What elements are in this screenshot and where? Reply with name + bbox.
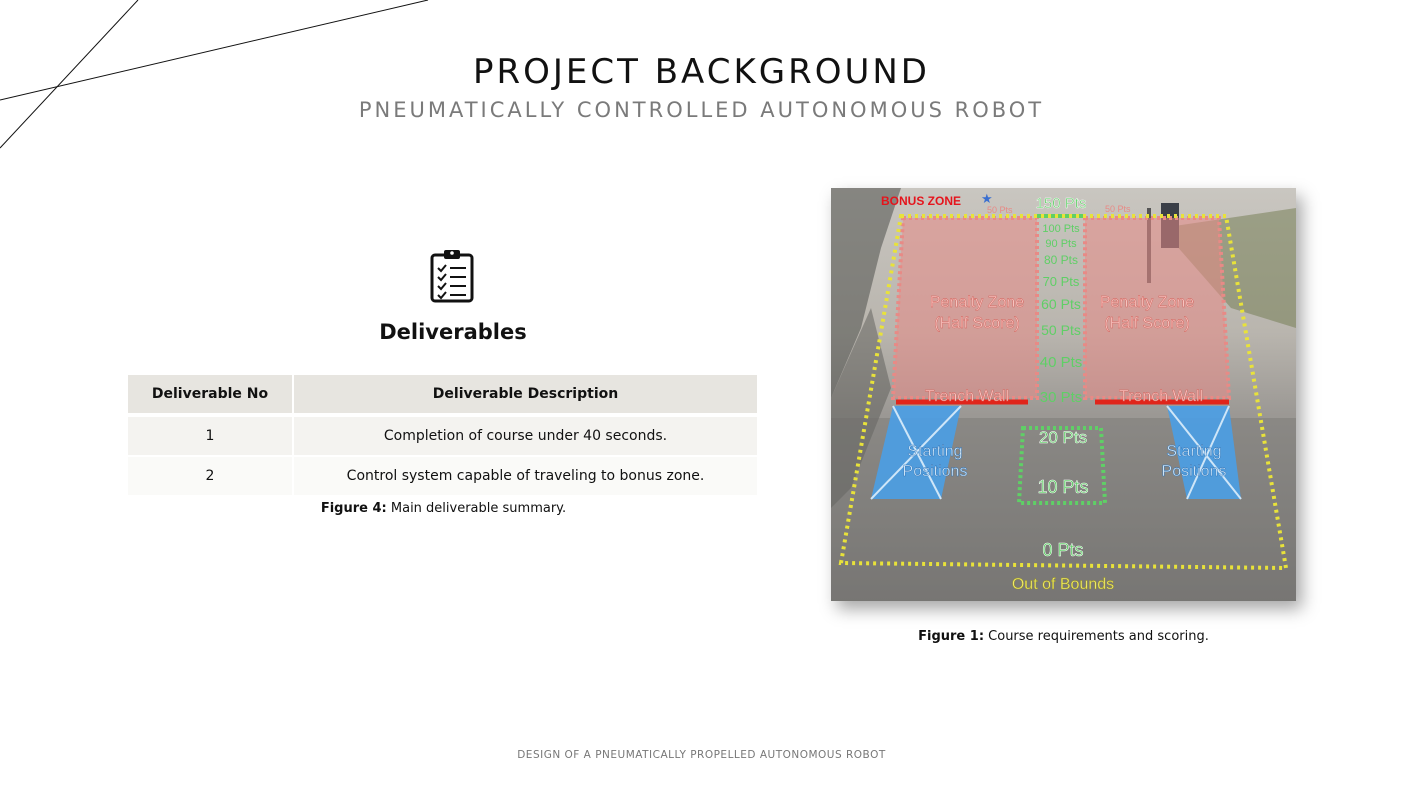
bonus-zone-label: BONUS ZONE	[881, 194, 962, 208]
figure-1-caption	[831, 629, 1296, 644]
score-label: 20 Pts	[1038, 428, 1088, 447]
deliverable-description: Completion of course under 40 seconds.	[293, 415, 758, 456]
bonus-pts-left: 50 Pts	[987, 205, 1013, 215]
figure-4-caption	[128, 501, 759, 516]
score-label: 90 Pts	[1045, 238, 1077, 250]
starting-positions-label: Positions	[902, 463, 968, 480]
table-row	[128, 415, 758, 456]
caption-text: Main deliverable summary.	[386, 501, 567, 516]
table-row	[128, 456, 758, 496]
caption-label: Figure 1:	[918, 629, 985, 644]
score-label: 10 Pts	[1037, 477, 1089, 497]
penalty-zone-label: (Half Score)	[1104, 315, 1190, 332]
deliverables-table	[128, 375, 759, 497]
column-header: Deliverable Description	[293, 375, 758, 415]
trench-wall-label: Trench Wall	[1118, 388, 1204, 405]
score-150-label: 150 Pts	[1035, 195, 1087, 212]
trench-wall-label: Trench Wall	[924, 388, 1010, 405]
score-label: 0 Pts	[1042, 540, 1084, 560]
score-label: 70 Pts	[1042, 274, 1080, 289]
out-of-bounds-label: Out of Bounds	[1011, 576, 1115, 593]
course-diagram	[831, 188, 1296, 601]
course-figure	[831, 188, 1296, 601]
starting-positions-label: Positions	[1161, 463, 1227, 480]
page-subtitle: PNEUMATICALLY CONTROLLED AUTONOMOUS ROBOT	[358, 98, 1045, 122]
score-label: 40 Pts	[1039, 354, 1083, 371]
penalty-zone-label: Penalty Zone	[929, 294, 1025, 311]
starting-positions-label: Starting	[1166, 443, 1222, 460]
bonus-pts-right: 50 Pts	[1105, 204, 1131, 214]
deliverable-description: Control system capable of traveling to bonus zone.	[293, 456, 758, 496]
deliverables-heading: Deliverables	[379, 320, 527, 344]
score-label: 60 Pts	[1041, 296, 1081, 312]
table-header-row	[128, 375, 758, 415]
score-label: 50 Pts	[1041, 322, 1081, 338]
score-label: 100 Pts	[1042, 223, 1080, 235]
penalty-zone-label: Penalty Zone	[1099, 294, 1195, 311]
column-header: Deliverable No	[128, 375, 293, 415]
deliverable-number: 1	[128, 415, 293, 456]
bonus-star-icon: ★	[981, 192, 993, 207]
score-label: 80 Pts	[1043, 253, 1079, 267]
footer-text: DESIGN OF A PNEUMATICALLY PROPELLED AUTONOMOUS ROBOT	[517, 749, 886, 761]
caption-text: Course requirements and scoring.	[984, 629, 1209, 644]
score-label: 30 Pts	[1039, 389, 1083, 406]
penalty-zone-label: (Half Score)	[934, 315, 1020, 332]
clipboard-checklist-icon	[428, 248, 476, 304]
caption-label: Figure 4:	[320, 501, 387, 516]
starting-positions-label: Starting	[907, 443, 963, 460]
page-title: PROJECT BACKGROUND	[473, 52, 930, 92]
deliverable-number: 2	[128, 456, 293, 496]
